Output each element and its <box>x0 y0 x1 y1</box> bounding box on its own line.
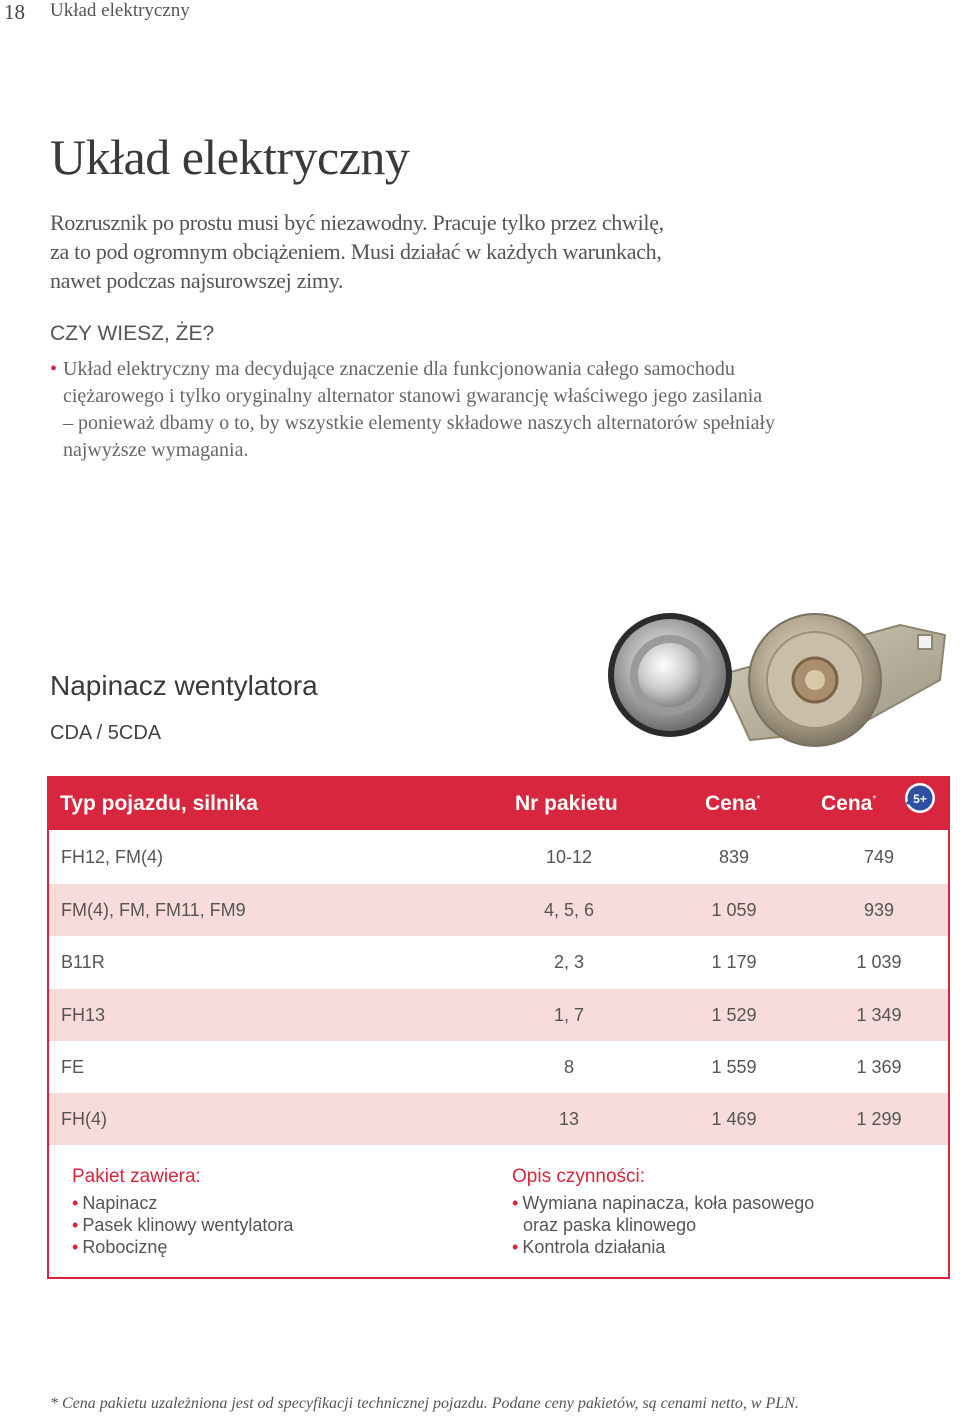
header-price <box>705 792 760 816</box>
vehicle-cell: FE <box>61 1057 85 1077</box>
five-plus-badge-icon <box>904 782 936 814</box>
bullet-icon: • <box>72 1193 79 1213</box>
price-cell: 1 059 <box>711 900 757 920</box>
did-you-know-heading: CZY WIESZ, ŻE? <box>50 322 215 345</box>
table-row <box>49 831 948 883</box>
vehicle-cell: B11R <box>61 952 105 972</box>
list-item <box>72 1214 293 1236</box>
vehicle-cell: FH13 <box>61 1005 106 1025</box>
tasks-title: Opis czynności: <box>512 1166 646 1187</box>
package-cell: 1, 7 <box>553 1005 585 1025</box>
intro-line: za to pod ogromnym obciążeniem. Musi działać w każdych warunkach, <box>50 239 662 264</box>
package-cell: 2, 3 <box>553 952 585 972</box>
list-item-text: Kontrola działania <box>522 1237 666 1257</box>
package-cell: 10-12 <box>545 847 593 867</box>
header-vehicle: Typ pojazdu, silnika <box>60 792 258 815</box>
badge-text: 5+ <box>913 792 927 806</box>
table-row <box>49 936 948 988</box>
did-you-know-body <box>50 356 910 464</box>
page-title: Układ elektryczny <box>50 129 410 185</box>
package-contents-title: Pakiet zawiera: <box>72 1166 201 1187</box>
package-cell: 8 <box>563 1057 574 1077</box>
price-cell: 1 179 <box>711 952 757 972</box>
product-code: CDA / 5CDA <box>50 722 162 744</box>
header-package-number: Nr pakietu <box>515 792 618 815</box>
intro-line: nawet podczas najsurowszej zimy. <box>50 268 344 293</box>
tasks-list <box>512 1192 814 1258</box>
asterisk: * <box>872 794 877 805</box>
price-5plus-cell: 1 349 <box>856 1005 902 1025</box>
footnote: * Cena pakietu uzależniona jest od specyfikacji technicznej pojazdu. Podane ceny pakietów, są cenami netto, w PLN. <box>50 1395 799 1412</box>
running-title: Układ elektryczny <box>50 0 190 21</box>
product-title: Napinacz wentylatora <box>50 670 318 701</box>
package-cell: 13 <box>558 1109 580 1129</box>
vehicle-cell: FH(4) <box>61 1109 107 1129</box>
did-you-know-line: – ponieważ dbamy o to, by wszystkie elementy składowe naszych alternatorów spełniały <box>63 412 776 434</box>
asterisk: * <box>756 794 761 805</box>
price-cell: 839 <box>718 847 750 867</box>
vehicle-cell: FM(4), FM, FM11, FM9 <box>61 900 246 920</box>
price-5plus-cell: 749 <box>863 847 895 867</box>
list-item <box>72 1192 293 1214</box>
vehicle-cell: FH12, FM(4) <box>61 847 164 867</box>
price-5plus-cell: 1 299 <box>856 1109 902 1129</box>
did-you-know-line: najwyższe wymagania. <box>63 439 249 461</box>
list-item <box>512 1192 814 1214</box>
price-cell: 1 529 <box>711 1005 757 1025</box>
list-item-text: Napinacz <box>82 1193 158 1213</box>
bullet-icon: • <box>72 1237 79 1257</box>
bullet-icon: • <box>50 358 58 380</box>
table-row <box>49 1093 948 1145</box>
list-item-text: Wymiana napinacza, koła pasowego <box>522 1193 815 1213</box>
header-price-5plus-label: Cena <box>821 792 873 815</box>
price-cell: 1 469 <box>711 1109 757 1129</box>
bullet-icon: • <box>512 1237 519 1257</box>
list-item <box>512 1236 814 1258</box>
package-cell: 4, 5, 6 <box>543 900 595 920</box>
bullet-icon: • <box>512 1193 519 1213</box>
did-you-know-line: Układ elektryczny ma decydujące znaczenie dla funkcjonowania całego samochodu <box>63 358 735 380</box>
page-number: 18 <box>4 0 25 24</box>
intro-paragraph <box>50 208 810 295</box>
price-5plus-cell: 939 <box>863 900 895 920</box>
table-row <box>49 1041 948 1093</box>
bullet-icon: • <box>72 1215 79 1235</box>
price-5plus-cell: 1 039 <box>856 952 902 972</box>
header-price-label: Cena <box>705 792 757 815</box>
did-you-know-line: ciężarowego i tylko oryginalny alternator stanowi gwarancję właściwego jego zasilania <box>63 385 763 407</box>
header-price-5plus <box>821 792 876 816</box>
price-cell: 1 559 <box>711 1057 757 1077</box>
table-row <box>49 989 948 1041</box>
fan-tensioner-photo <box>600 605 952 760</box>
table-row <box>49 884 948 936</box>
package-contents-list <box>72 1192 293 1258</box>
list-item <box>72 1236 293 1258</box>
list-item-continuation: oraz paska klinowego <box>523 1215 697 1235</box>
list-item-text: Pasek klinowy wentylatora <box>82 1215 294 1235</box>
price-5plus-cell: 1 369 <box>856 1057 902 1077</box>
list-item-text: Robociznę <box>82 1237 168 1257</box>
intro-line: Rozrusznik po prostu musi być niezawodny. Pracuje tylko przez chwilę, <box>50 210 664 235</box>
